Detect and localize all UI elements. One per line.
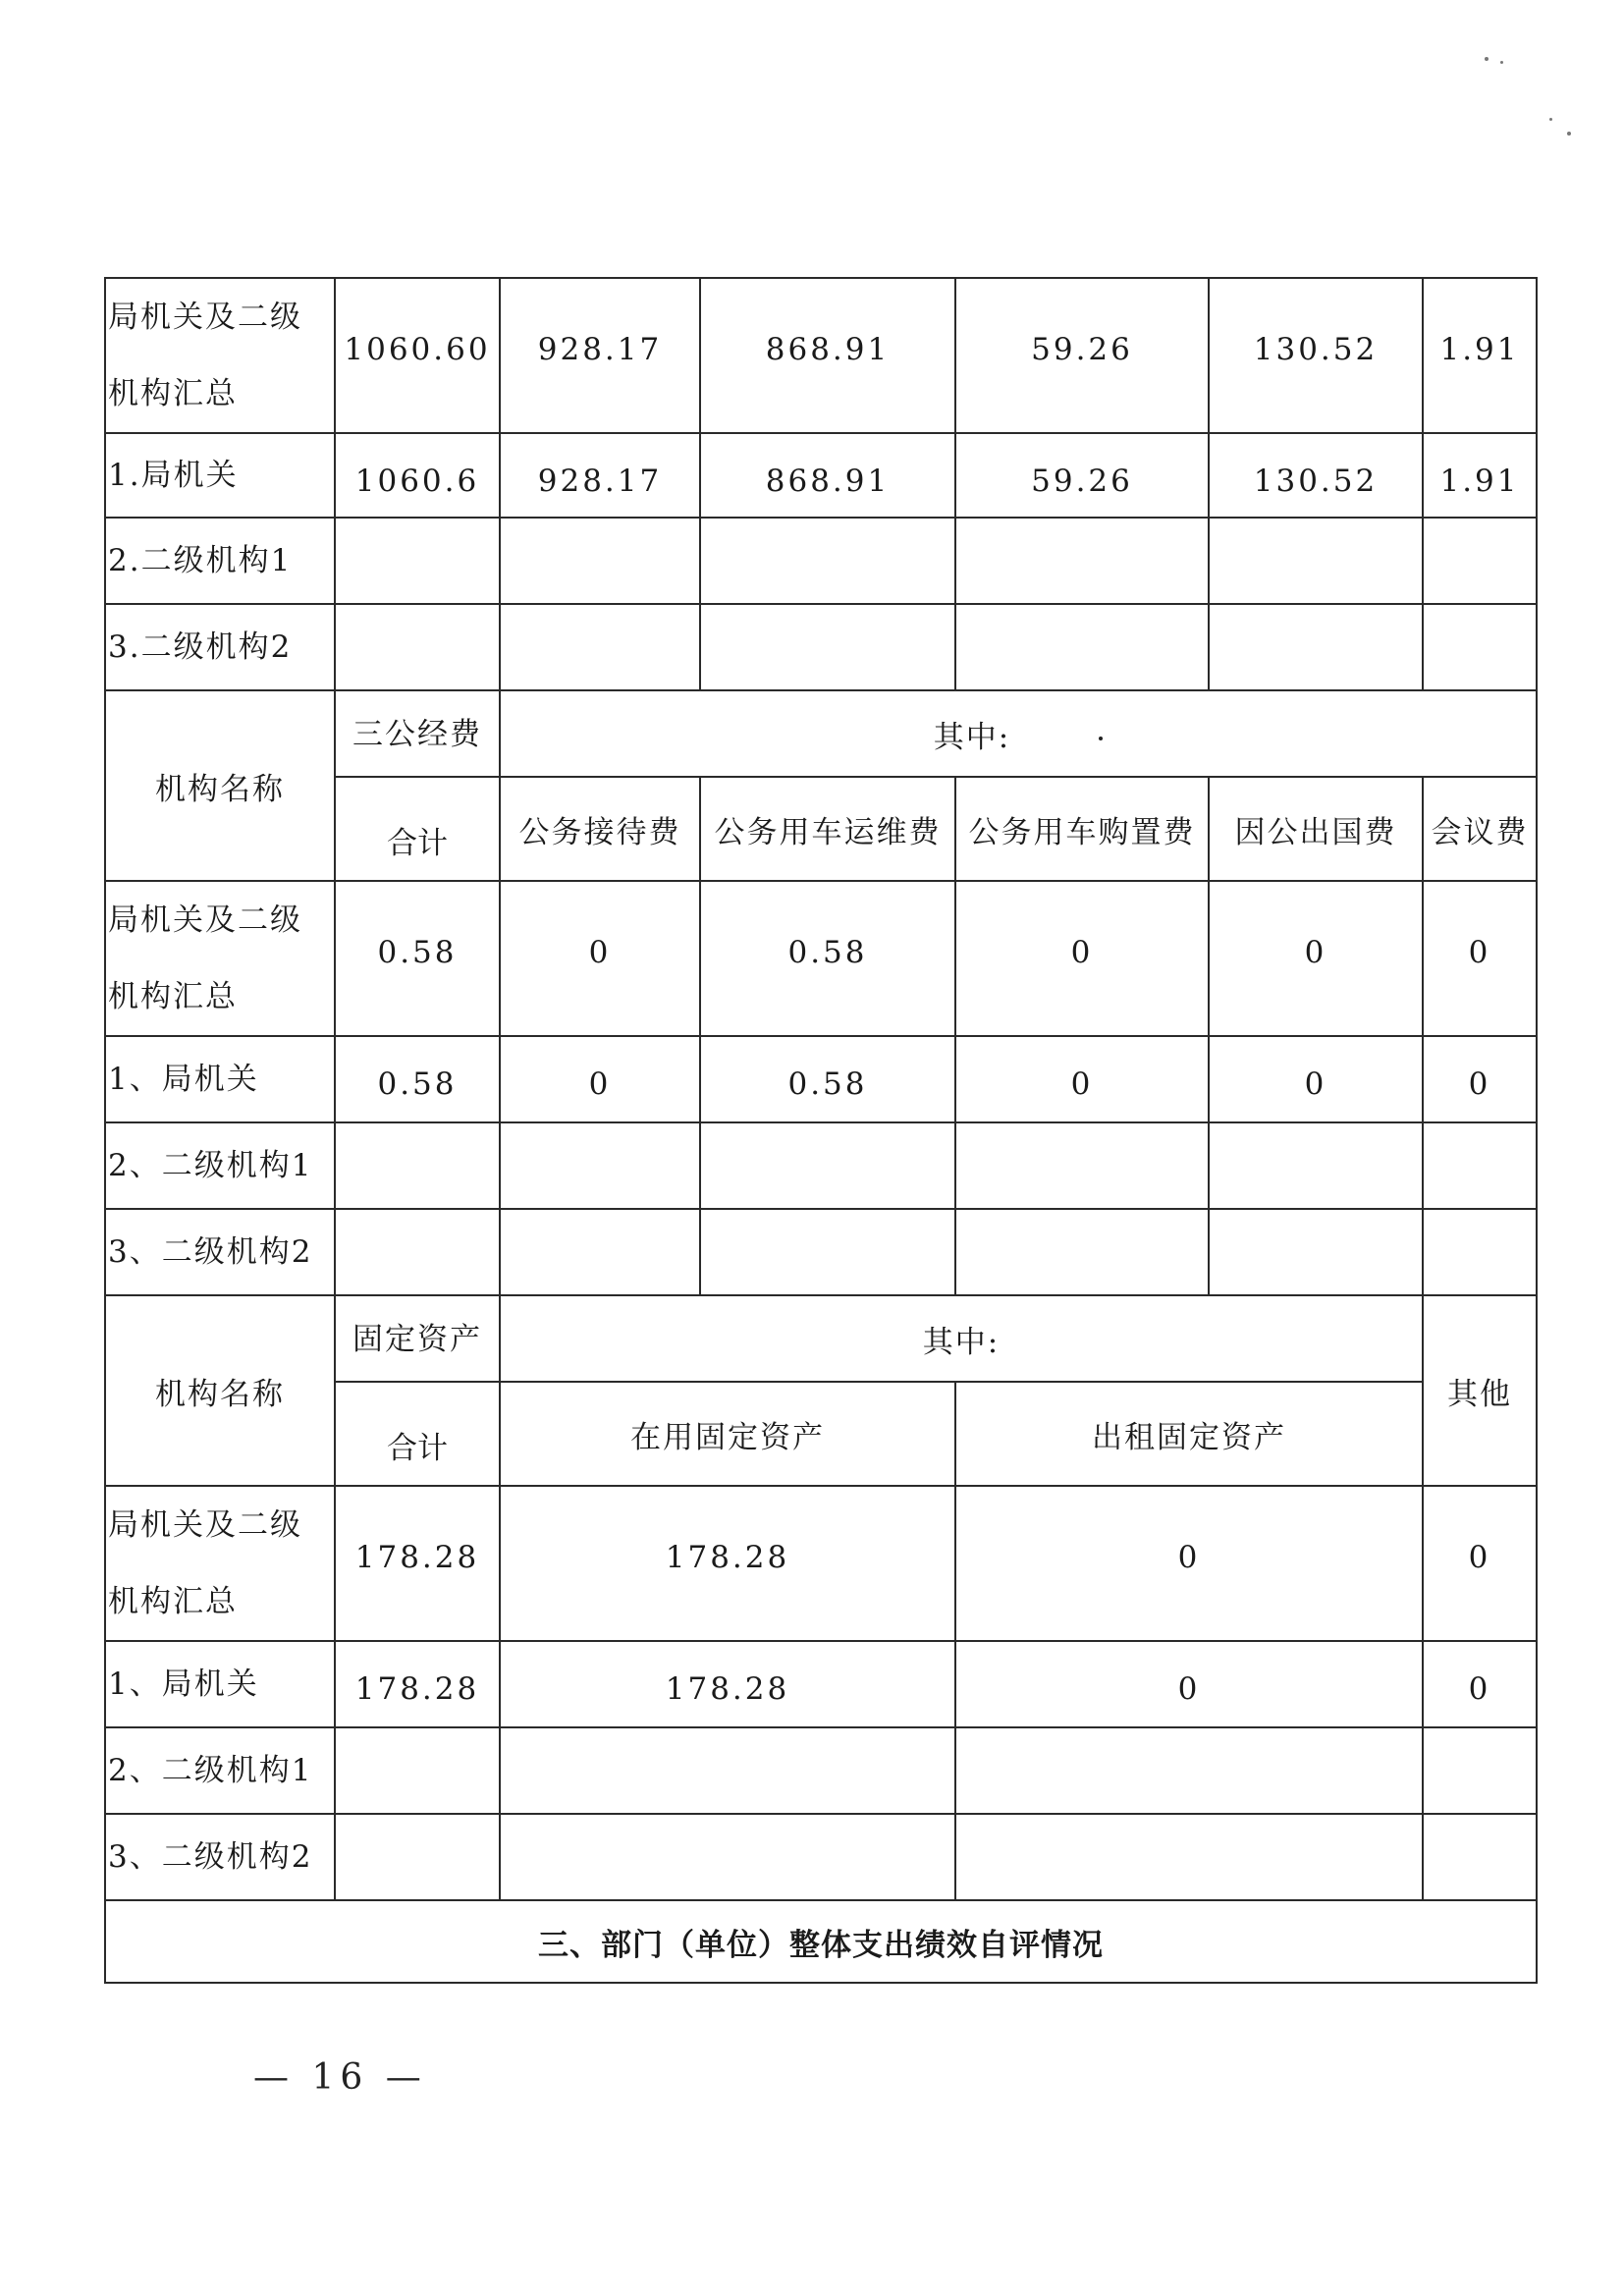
cell-value xyxy=(955,1727,1423,1814)
expenditure-table xyxy=(104,277,1538,1984)
row-name: 2.二级机构1 xyxy=(105,518,335,604)
cell-value xyxy=(500,1727,955,1814)
row-name: 3.二级机构2 xyxy=(105,604,335,690)
table2-header-row xyxy=(105,690,1537,777)
cell-value xyxy=(700,518,955,604)
cell-value xyxy=(335,1122,500,1209)
row-name: 2、二级机构1 xyxy=(105,1727,335,1814)
cell-value: 0 xyxy=(955,1486,1423,1641)
row-name: 局机关及二级机构汇总 xyxy=(105,278,335,433)
cell-value xyxy=(1423,1209,1537,1295)
scan-speck xyxy=(1485,57,1489,61)
cell-value xyxy=(700,1209,955,1295)
cell-value: 178.28 xyxy=(335,1486,500,1641)
section-title-row xyxy=(105,1900,1537,1983)
table3-row xyxy=(105,1486,1537,1641)
cell-value: 0 xyxy=(1209,1036,1423,1122)
row-name: 1.局机关 xyxy=(105,433,335,518)
cell-value: 0 xyxy=(955,1036,1209,1122)
scan-speck xyxy=(1500,61,1503,64)
cell-value: 0 xyxy=(1423,881,1537,1036)
cell-value xyxy=(500,1814,955,1900)
cell-value: 0 xyxy=(500,881,700,1036)
cell-value: 0 xyxy=(955,1641,1423,1727)
cell-value xyxy=(1423,604,1537,690)
scan-speck xyxy=(1567,132,1571,136)
cell-value xyxy=(335,1814,500,1900)
cell-value: 0.58 xyxy=(335,881,500,1036)
cell-value xyxy=(1423,518,1537,604)
cell-value xyxy=(1423,1727,1537,1814)
cell-value xyxy=(955,518,1209,604)
row-name: 2、二级机构1 xyxy=(105,1122,335,1209)
table2-row xyxy=(105,881,1537,1036)
scan-speck xyxy=(1549,118,1552,121)
header-group: 其中: xyxy=(500,1295,1423,1382)
row-name: 3、二级机构2 xyxy=(105,1814,335,1900)
page-number: — 16 — xyxy=(253,2057,427,2098)
table1-row xyxy=(105,518,1537,604)
cell-value xyxy=(700,1122,955,1209)
header-other: 其他 xyxy=(1423,1295,1537,1486)
dot-mark xyxy=(1099,737,1103,740)
header-org-name: 机构名称 xyxy=(105,1295,335,1486)
header-sub: 公务用车购置费 xyxy=(955,777,1209,881)
header-total-line1: 固定资产 xyxy=(335,1295,500,1382)
cell-value xyxy=(1423,1122,1537,1209)
row-name: 1、局机关 xyxy=(105,1641,335,1727)
cell-value xyxy=(335,518,500,604)
cell-value xyxy=(1423,1814,1537,1900)
table3-row xyxy=(105,1727,1537,1814)
header-total-line2: 合计 xyxy=(335,777,500,881)
cell-value xyxy=(700,604,955,690)
header-sub: 在用固定资产 xyxy=(500,1382,955,1486)
section-title: 三、部门（单位）整体支出绩效自评情况 xyxy=(105,1900,1537,1983)
cell-value: 1.91 xyxy=(1423,433,1537,518)
cell-value xyxy=(1209,604,1423,690)
cell-value: 0 xyxy=(955,881,1209,1036)
cell-value: 928.17 xyxy=(500,433,700,518)
table1-row xyxy=(105,278,1537,433)
cell-value: 130.52 xyxy=(1209,433,1423,518)
cell-value: 0.58 xyxy=(700,1036,955,1122)
cell-value: 178.28 xyxy=(500,1641,955,1727)
cell-value xyxy=(335,1727,500,1814)
cell-value xyxy=(335,604,500,690)
cell-value xyxy=(1209,1122,1423,1209)
header-sub: 公务用车运维费 xyxy=(700,777,955,881)
cell-value: 1.91 xyxy=(1423,278,1537,433)
table2-row xyxy=(105,1036,1537,1122)
row-name: 局机关及二级机构汇总 xyxy=(105,881,335,1036)
cell-value xyxy=(955,1209,1209,1295)
header-total-line2: 合计 xyxy=(335,1382,500,1486)
row-name: 1、局机关 xyxy=(105,1036,335,1122)
cell-value: 178.28 xyxy=(500,1486,955,1641)
cell-value xyxy=(1209,518,1423,604)
cell-value xyxy=(500,1122,700,1209)
cell-value: 0.58 xyxy=(335,1036,500,1122)
table1-row xyxy=(105,604,1537,690)
table2-row xyxy=(105,1209,1537,1295)
cell-value: 0 xyxy=(1423,1036,1537,1122)
cell-value: 868.91 xyxy=(700,278,955,433)
table3-row xyxy=(105,1814,1537,1900)
row-name: 3、二级机构2 xyxy=(105,1209,335,1295)
cell-value xyxy=(500,518,700,604)
table2-row xyxy=(105,1122,1537,1209)
row-name: 局机关及二级机构汇总 xyxy=(105,1486,335,1641)
cell-value: 178.28 xyxy=(335,1641,500,1727)
cell-value: 1060.6 xyxy=(335,433,500,518)
cell-value: 59.26 xyxy=(955,278,1209,433)
cell-value: 1060.60 xyxy=(335,278,500,433)
table3-row xyxy=(105,1641,1537,1727)
header-group-label: 其中: xyxy=(933,719,1011,755)
table3-header-row xyxy=(105,1295,1537,1382)
cell-value xyxy=(335,1209,500,1295)
cell-value xyxy=(500,604,700,690)
cell-value: 0.58 xyxy=(700,881,955,1036)
header-sub: 因公出国费 xyxy=(1209,777,1423,881)
header-group xyxy=(500,690,1537,777)
cell-value xyxy=(955,604,1209,690)
cell-value: 59.26 xyxy=(955,433,1209,518)
cell-value xyxy=(955,1122,1209,1209)
header-total-line1: 三公经费 xyxy=(335,690,500,777)
cell-value xyxy=(955,1814,1423,1900)
header-sub: 会议费 xyxy=(1423,777,1537,881)
cell-value: 0 xyxy=(1423,1486,1537,1641)
table1-row xyxy=(105,433,1537,518)
cell-value: 0 xyxy=(1209,881,1423,1036)
cell-value: 868.91 xyxy=(700,433,955,518)
header-sub: 公务接待费 xyxy=(500,777,700,881)
header-sub: 出租固定资产 xyxy=(955,1382,1423,1486)
cell-value: 130.52 xyxy=(1209,278,1423,433)
header-org-name: 机构名称 xyxy=(105,690,335,881)
cell-value: 0 xyxy=(500,1036,700,1122)
cell-value: 0 xyxy=(1423,1641,1537,1727)
cell-value xyxy=(1209,1209,1423,1295)
cell-value: 928.17 xyxy=(500,278,700,433)
cell-value xyxy=(500,1209,700,1295)
